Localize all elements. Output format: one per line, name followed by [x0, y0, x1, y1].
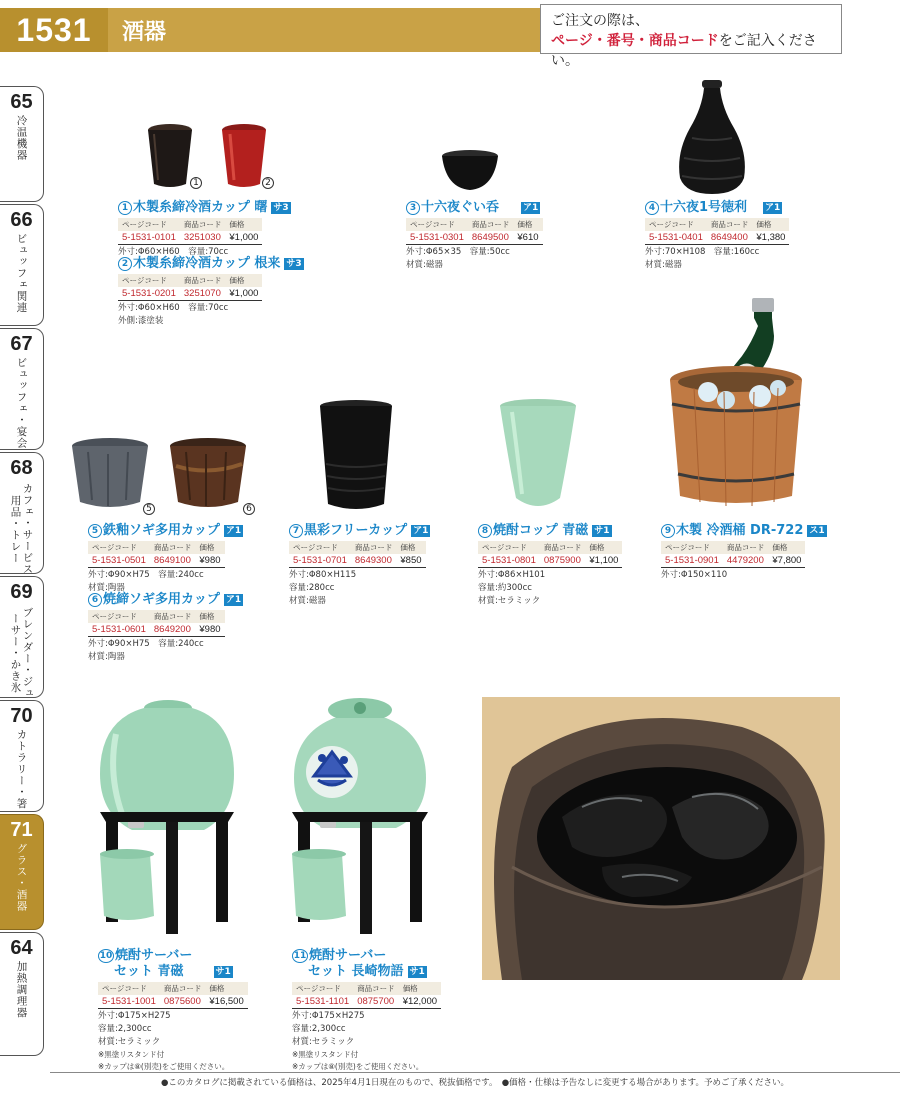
tab-65[interactable]: [0, 86, 44, 202]
maker-badge: サ3: [273, 203, 289, 213]
tab-number: 64: [10, 937, 33, 959]
product-title: [98, 948, 248, 964]
item-code: 8649500: [468, 231, 514, 245]
maker-badge: サ1: [594, 526, 610, 536]
page-code: 5-1531-0701: [289, 554, 351, 568]
maker-badge: サ3: [286, 259, 302, 269]
maker-badge: サ1: [409, 967, 425, 977]
col-price: 価格: [396, 541, 425, 554]
product-name-2: セット 長崎物語: [308, 964, 404, 979]
col-price: 価格: [768, 541, 805, 554]
product-title: [118, 200, 291, 216]
maker-badge: ア1: [413, 526, 429, 536]
shochu-on-the-rocks-photo: [482, 697, 840, 980]
spec-line: 外寸:Φ60×H60 容量:70cc: [118, 303, 229, 313]
tab-number: 68: [10, 457, 33, 479]
product-code-table: [645, 218, 789, 245]
product-title: [289, 523, 430, 539]
spec-note: ※カップは⑧(別売)をご使用ください。: [98, 1062, 230, 1071]
tab-71[interactable]: [0, 814, 44, 930]
product-code-table: [118, 274, 262, 301]
spec-line: 外寸:70×H108 容量:160cc: [645, 247, 760, 257]
price: ¥850: [396, 554, 425, 568]
col-code: 商品コード: [351, 541, 397, 554]
footer-disclaimer: ●このカタログに掲載されている価格は、2025年4月1日現在のもので、税抜価格です。 ●価格・仕様は予告なしに変更する場合があります。予めご了承ください。: [50, 1072, 900, 1088]
page-code: 5-1531-1101: [292, 995, 353, 1009]
page-code: 5-1531-0101: [118, 231, 180, 245]
col-code: 商品コード: [468, 218, 514, 231]
celadon-server-image: [92, 694, 242, 944]
notice-line-1: ご注文の際は、: [551, 13, 649, 29]
tab-number: 70: [10, 705, 33, 727]
item-code: 3251070: [180, 287, 226, 301]
col-code: 商品コード: [540, 541, 586, 554]
tab-label: ビュッフェ・宴会: [15, 357, 28, 449]
price: ¥980: [195, 554, 224, 568]
maker-badge: ア1: [765, 203, 781, 213]
product-number: 5: [88, 524, 102, 538]
product-code-table: [98, 982, 248, 1009]
spec-line: 外寸:Φ86×H101: [478, 570, 546, 580]
spec-note: ※黒塗リスタンド付: [292, 1050, 359, 1059]
product-name: 焼酎サーバー: [309, 948, 387, 963]
product-title: [406, 200, 543, 216]
product-code-table: [289, 541, 426, 568]
col-code: 商品コード: [150, 610, 196, 623]
product-number: 6: [88, 593, 102, 607]
spec-line: 材質:磁器: [645, 260, 682, 270]
spec-line: 容量:2,300cc: [292, 1024, 346, 1034]
tab-label: ビュッフェ関連: [15, 233, 28, 314]
price: ¥7,800: [768, 554, 805, 568]
product-number: 10: [99, 951, 113, 961]
notice-line-2: [551, 31, 831, 71]
maker-badge: ア1: [225, 526, 242, 536]
tab-label: グラス・酒器: [15, 843, 28, 912]
item-code: 0875900: [540, 554, 586, 568]
spec-line: 容量:280cc: [289, 583, 335, 593]
product-number: 11: [293, 951, 307, 961]
tab-number: 69: [10, 581, 33, 603]
page-code: 5-1531-0801: [478, 554, 540, 568]
product-name: 黒彩フリーカップ: [304, 523, 408, 538]
spec-line: 外寸:Φ65×35 容量:50cc: [406, 247, 510, 257]
product-code-table: [661, 541, 805, 568]
tab-label: カトラリー・箸: [15, 729, 28, 810]
col-code: 商品コード: [723, 541, 769, 554]
price: ¥1,000: [225, 231, 262, 245]
product-name: 十六夜1号徳利: [660, 200, 748, 215]
col-page: ページコード: [406, 218, 468, 231]
product-title: [118, 256, 304, 272]
spec-line: 材質:磁器: [406, 260, 443, 270]
product-7: [289, 523, 430, 607]
spec-note: ※黒塗リスタンド付: [98, 1050, 165, 1059]
product-name: 焼酎サーバー: [115, 948, 193, 963]
item-code: 0875600: [160, 995, 206, 1009]
spec-line: 容量:2,300cc: [98, 1024, 152, 1034]
product-3: [406, 200, 543, 271]
spec-line: 外寸:Φ80×H115: [289, 570, 357, 580]
col-price: 価格: [513, 218, 542, 231]
col-code: 商品コード: [150, 541, 196, 554]
product-title: [645, 200, 789, 216]
col-code: 商品コード: [180, 274, 226, 287]
price: ¥1,100: [585, 554, 622, 568]
maker-badge: サ1: [215, 967, 231, 977]
product-name: 焼酎コップ 青磁: [493, 523, 589, 538]
spec-line: 外寸:Φ60×H60 容量:70cc: [118, 247, 229, 257]
tab-66[interactable]: [0, 204, 44, 326]
product-name: 木製糸締冷酒カップ 曙: [133, 200, 268, 215]
item-code: 8649300: [351, 554, 397, 568]
product-name: 木製 冷酒桶 DR-722: [676, 523, 804, 538]
item-code: 4479200: [723, 554, 769, 568]
col-page: ページコード: [478, 541, 540, 554]
col-page: ページコード: [645, 218, 707, 231]
tab-number: 67: [10, 333, 33, 355]
black-free-cup-image: [316, 398, 396, 514]
nagasaki-server-image: [288, 694, 430, 944]
image-label-1: 1: [190, 177, 202, 189]
tab-label: カフェ・サービス用品・トレー: [9, 483, 34, 575]
product-1: [118, 200, 291, 258]
notice-rest: をご記入ください。: [551, 33, 817, 69]
product-8: [478, 523, 622, 607]
product-title: [292, 948, 441, 964]
image-label-2: 2: [262, 177, 274, 189]
product-name-2: セット 青磁: [114, 964, 184, 979]
col-code: 商品コード: [353, 982, 399, 995]
product-name: 鉄釉ソギ多用カップ: [103, 523, 220, 538]
page-code: 5-1531-0201: [118, 287, 180, 301]
yakishime-cup-image: [166, 436, 250, 512]
guinomi-image: [438, 148, 502, 194]
sake-bucket-image: [664, 296, 806, 510]
spec-note: ※カップは⑧(別売)をご使用ください。: [292, 1062, 424, 1071]
spec-line: 外寸:Φ90×H75 容量:240cc: [88, 639, 204, 649]
col-code: 商品コード: [160, 982, 206, 995]
tab-number: 71: [10, 819, 33, 841]
spec-line: 材質:セラミック: [98, 1037, 161, 1047]
tab-64[interactable]: [0, 932, 44, 1056]
celadon-shochu-cup-image: [496, 398, 580, 514]
col-page: ページコード: [118, 274, 180, 287]
product-number: 2: [118, 257, 132, 271]
spec-line: 材質:セラミック: [478, 596, 541, 606]
spec-line: 外寸:Φ90×H75 容量:240cc: [88, 570, 204, 580]
spec-line: 外側:漆塗装: [118, 316, 164, 326]
page-code: 5-1531-0501: [88, 554, 150, 568]
spec-line: 外寸:Φ175×H275: [292, 1011, 365, 1021]
price: ¥980: [195, 623, 224, 637]
col-page: ページコード: [292, 982, 353, 995]
tokkuri-image: [672, 78, 752, 196]
product-code-table: [88, 541, 225, 568]
col-page: ページコード: [98, 982, 160, 995]
page-code: 5-1531-0401: [645, 231, 707, 245]
notice-highlight: ページ・番号・商品コード: [551, 33, 719, 49]
col-code: 商品コード: [180, 218, 226, 231]
item-code: 3251030: [180, 231, 226, 245]
product-title: [88, 592, 243, 608]
iron-glaze-cup-image: [68, 436, 152, 512]
maker-badge: ス1: [809, 526, 825, 536]
price: ¥610: [513, 231, 542, 245]
item-code: 0875700: [353, 995, 399, 1009]
product-number: 3: [406, 201, 420, 215]
order-notice: [540, 4, 842, 69]
tab-68[interactable]: [0, 452, 44, 574]
tab-67[interactable]: [0, 328, 44, 450]
price: ¥1,380: [752, 231, 789, 245]
page-code: 5-1531-0901: [661, 554, 723, 568]
spec-line: 材質:磁器: [289, 596, 326, 606]
product-number: 1: [118, 201, 132, 215]
product-code-table: [292, 982, 441, 1009]
product-11: [292, 948, 441, 1072]
product-number: 4: [645, 201, 659, 215]
tab-label: 加熱調理器: [15, 961, 28, 1019]
col-page: ページコード: [661, 541, 723, 554]
product-code-table: [88, 610, 225, 637]
col-page: ページコード: [289, 541, 351, 554]
col-page: ページコード: [118, 218, 180, 231]
product-code-table: [406, 218, 543, 245]
image-label-5: 5: [143, 503, 155, 515]
col-price: 価格: [752, 218, 789, 231]
product-9: [661, 523, 827, 581]
product-code-table: [118, 218, 262, 245]
product-2: [118, 256, 304, 327]
spec-line: 材質:セラミック: [292, 1037, 355, 1047]
maker-badge: ア1: [225, 595, 242, 605]
product-title: [88, 523, 243, 539]
product-5: [88, 523, 243, 594]
image-label-6: 6: [243, 503, 255, 515]
col-price: 価格: [225, 218, 262, 231]
col-price: 価格: [195, 610, 224, 623]
spec-line: 外寸:Φ150×110: [661, 570, 728, 580]
tab-label: ブレンダー・ジューサー・かき氷: [9, 607, 34, 699]
maker-badge: ア1: [523, 203, 539, 213]
spec-line: 外寸:Φ175×H275: [98, 1011, 171, 1021]
product-number: 9: [661, 524, 675, 538]
col-page: ページコード: [88, 541, 150, 554]
page-code: 5-1531-1001: [98, 995, 160, 1009]
item-code: 8649200: [150, 623, 196, 637]
spec-line: 容量:約300cc: [478, 583, 532, 593]
product-title: [661, 523, 827, 539]
col-code: 商品コード: [707, 218, 753, 231]
tab-70[interactable]: [0, 700, 44, 812]
product-name: 木製糸締冷酒カップ 根来: [133, 256, 281, 271]
item-code: 8649400: [707, 231, 753, 245]
product-4: [645, 200, 789, 271]
tab-number: 65: [10, 91, 33, 113]
page-number: 1531: [0, 8, 108, 52]
col-price: 価格: [399, 982, 441, 995]
product-title-line-2: [292, 964, 441, 980]
page-code: 5-1531-0301: [406, 231, 468, 245]
product-name: 焼締ソギ多用カップ: [103, 592, 220, 607]
col-page: ページコード: [88, 610, 150, 623]
tab-label: 冷温機器: [15, 115, 28, 161]
tab-69[interactable]: [0, 576, 44, 698]
price: ¥16,500: [205, 995, 247, 1009]
product-title-line-2: [98, 964, 248, 980]
col-price: 価格: [205, 982, 247, 995]
col-price: 価格: [585, 541, 622, 554]
product-6: [88, 592, 243, 663]
page-code: 5-1531-0601: [88, 623, 150, 637]
spec-line: 材質:陶器: [88, 652, 125, 662]
product-number: 7: [289, 524, 303, 538]
tab-number: 66: [10, 209, 33, 231]
product-number: 8: [478, 524, 492, 538]
price: ¥1,000: [225, 287, 262, 301]
item-code: 8649100: [150, 554, 196, 568]
product-code-table: [478, 541, 622, 568]
spec-line: 材質:陶器: [88, 583, 125, 593]
col-price: 価格: [195, 541, 224, 554]
price: ¥12,000: [399, 995, 441, 1009]
product-10: [98, 948, 248, 1072]
section-title: 酒器: [108, 8, 540, 52]
col-price: 価格: [225, 274, 262, 287]
product-name: 十六夜ぐい呑: [421, 200, 500, 215]
product-title: [478, 523, 622, 539]
